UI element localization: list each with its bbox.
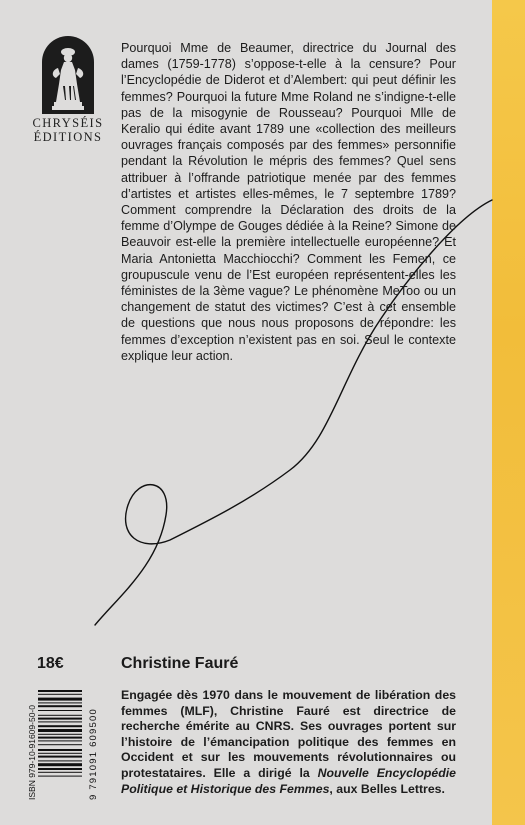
barcode-bar [38,694,82,695]
barcode-bar [38,710,82,711]
barcode-bar [38,776,82,777]
barcode-bar [38,725,82,727]
barcode-bar [38,702,82,703]
barcode-digits: 9 791091 609500 [88,708,99,800]
spine-color-band [492,0,525,825]
author-bio-text-end: , aux Belles Lettres. [329,781,445,796]
publisher-name-line1: CHRYSÉIS [32,116,104,130]
barcode-bar [38,705,82,707]
barcode-bar [38,749,82,751]
barcode-bar [38,715,82,716]
author-bio-book-title: Nouvelle Encyclopédie Politique et Historique des Femmes [121,765,456,796]
barcode-bar [38,737,82,739]
barcode-bar [38,753,82,754]
barcode-bar [38,768,82,770]
barcode-bar [38,729,82,732]
barcode-bar [38,698,82,701]
price-label: 18€ [37,655,64,672]
author-bio [121,688,456,797]
barcode [30,688,86,800]
barcode-bar [38,763,82,766]
barcode-bar [38,718,82,720]
barcode-bar [38,772,82,773]
author-bio-text: Engagée dès 1970 dans le mouvement de libération des femmes (MLF), Christine Fauré est directrice de recherche émérite au CNRS. Ses ouvrages portent sur l’histoire de l’émancipation politique des femmes en Occident et sur les mouvements révolutionnaires ou protestataires. Elle a dirigé la [121,688,456,780]
back-cover-blurb: Pourquoi Mme de Beaumer, directrice du Journal des dames (1759-1778) s’oppose-t-elle à la censure? Pour l’Encyclopédie de Diderot et d’Alembert: qui peut définir les femmes? Pourquoi la future Mme Roland ne s’indigne-t-elle pas de la misogynie de Rousseau? Pourquoi Mlle de Keralio qui édite avant 1789 une «collection des meilleurs ouvrages français composés par des femmes» personnifie pendant la Révolution le mépris des femmes? Quel sens attribuer à l’offrande patriotique menée par des femmes d’artistes et artistes elles-mêmes, le 7 septembre 1789? Comment comprendre la Déclaration des droits de la femme d’Olympe de Gouges dédiée à la Reine? Simone de Beauvoir est-elle la première intellectuelle européenne? Et Maria Antonietta Macchiocchi? Comment les Femen, ce groupuscule venu de l’Est européen représentent-elles les féministes de la 3ème vague? Le phénomène MeToo ou un changement de statut des victimes? C’est à cet ensemble de questions que nous nous proposons de répondre: les femmes d’exception n’existent pas en soi. Seul le contexte explique leur action. [121,41,456,363]
barcode-bar [38,760,82,761]
barcode-bar [38,734,82,735]
barcode-bar [38,744,82,745]
statue-emblem-icon [38,34,98,114]
barcode-bar [38,721,82,722]
barcode-bar [38,690,82,692]
isbn-label: ISBN 979-10-91609-50-0 [27,705,37,800]
publisher-name-line2: ÉDITIONS [33,130,103,144]
barcode-bar [38,756,82,758]
barcode-bar [38,740,82,741]
author-name: Christine Fauré [121,655,239,672]
